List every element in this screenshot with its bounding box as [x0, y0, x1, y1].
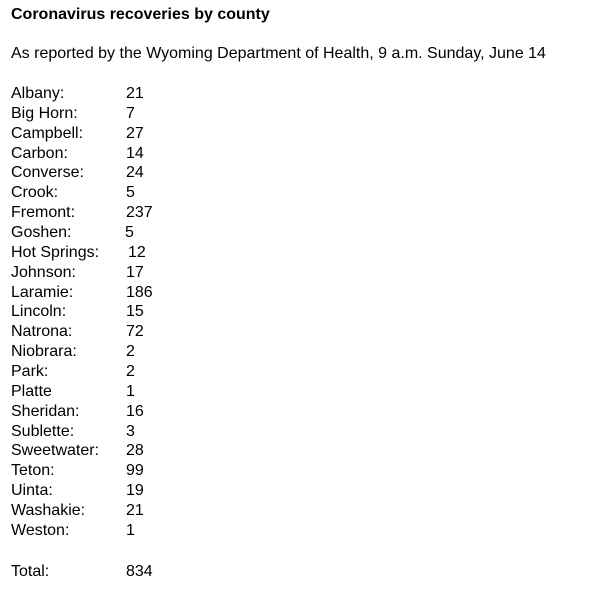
county-name: Carbon:: [11, 144, 68, 162]
county-name: Albany:: [11, 85, 65, 102]
recovery-count: 237: [126, 204, 153, 222]
county-row: [11, 283, 311, 303]
recovery-count: 19: [126, 482, 144, 500]
county-name: Sheridan:: [11, 402, 80, 420]
county-row: [11, 183, 311, 203]
recovery-count: 24: [126, 164, 144, 182]
recovery-count: 21: [126, 85, 144, 102]
recovery-count: 12: [128, 243, 146, 261]
county-name: Hot Springs:: [11, 243, 100, 261]
county-row: [11, 501, 311, 521]
county-row: [11, 203, 311, 223]
total-row: [11, 562, 311, 582]
county-name: Crook:: [11, 184, 59, 202]
county-row: [11, 104, 311, 124]
recovery-count: 2: [126, 343, 135, 361]
recovery-count: 3: [126, 422, 135, 440]
recovery-count: 1: [126, 521, 135, 539]
county-row: [11, 322, 311, 342]
county-row: [11, 461, 311, 481]
county-name: Niobrara:: [11, 343, 77, 361]
recovery-count: 186: [126, 283, 153, 301]
county-row: [11, 144, 311, 164]
recovery-count: 21: [126, 502, 144, 520]
recovery-count: 5: [126, 184, 135, 202]
county-row: [11, 223, 311, 243]
recovery-count: 17: [126, 263, 144, 281]
total-label: Total:: [11, 563, 50, 580]
county-name: Johnson:: [11, 263, 76, 281]
recovery-count: 27: [126, 124, 144, 142]
county-name: Natrona:: [11, 323, 73, 341]
county-row: [11, 342, 311, 362]
recovery-count: 14: [126, 144, 144, 162]
county-name: Sublette:: [11, 422, 75, 440]
county-row: [11, 263, 311, 283]
document-title: Coronavirus recoveries by county: [11, 6, 270, 23]
county-name: Goshen:: [11, 224, 72, 242]
county-name: Converse:: [11, 164, 84, 182]
county-row: [11, 302, 311, 322]
recovery-count: 5: [125, 224, 134, 242]
county-name: Big Horn:: [11, 104, 78, 122]
recovery-count: 2: [126, 363, 135, 381]
recovery-count: 28: [126, 442, 144, 460]
recovery-count: 7: [126, 104, 135, 122]
recovery-count: 1: [126, 382, 135, 400]
county-row: [11, 84, 311, 104]
county-row: [11, 243, 311, 263]
total-value: 834: [126, 563, 153, 580]
county-row: [11, 481, 311, 501]
county-name: Lincoln:: [11, 303, 67, 321]
recovery-count: 16: [126, 402, 144, 420]
recovery-count: 99: [126, 462, 144, 480]
county-name: Washakie:: [11, 502, 86, 520]
county-name: Fremont:: [11, 204, 76, 222]
county-row: [11, 441, 311, 461]
county-name: Sweetwater:: [11, 442, 100, 460]
county-name: Teton:: [11, 462, 55, 480]
county-row: [11, 124, 311, 144]
county-row: [11, 521, 311, 541]
county-list: [11, 84, 311, 541]
recovery-count: 72: [126, 323, 144, 341]
document-subtitle: As reported by the Wyoming Department of Health, 9 a.m. Sunday, June 14: [11, 45, 546, 62]
county-name: Park:: [11, 363, 49, 381]
county-name: Campbell:: [11, 124, 84, 142]
county-name: Uinta:: [11, 482, 53, 500]
county-name: Laramie:: [11, 283, 74, 301]
county-row: [11, 382, 311, 402]
county-row: [11, 362, 311, 382]
county-name: Weston:: [11, 521, 70, 539]
county-row: [11, 402, 311, 422]
county-name: Platte: [11, 382, 52, 400]
recovery-count: 15: [126, 303, 144, 321]
county-row: [11, 422, 311, 442]
county-row: [11, 163, 311, 183]
